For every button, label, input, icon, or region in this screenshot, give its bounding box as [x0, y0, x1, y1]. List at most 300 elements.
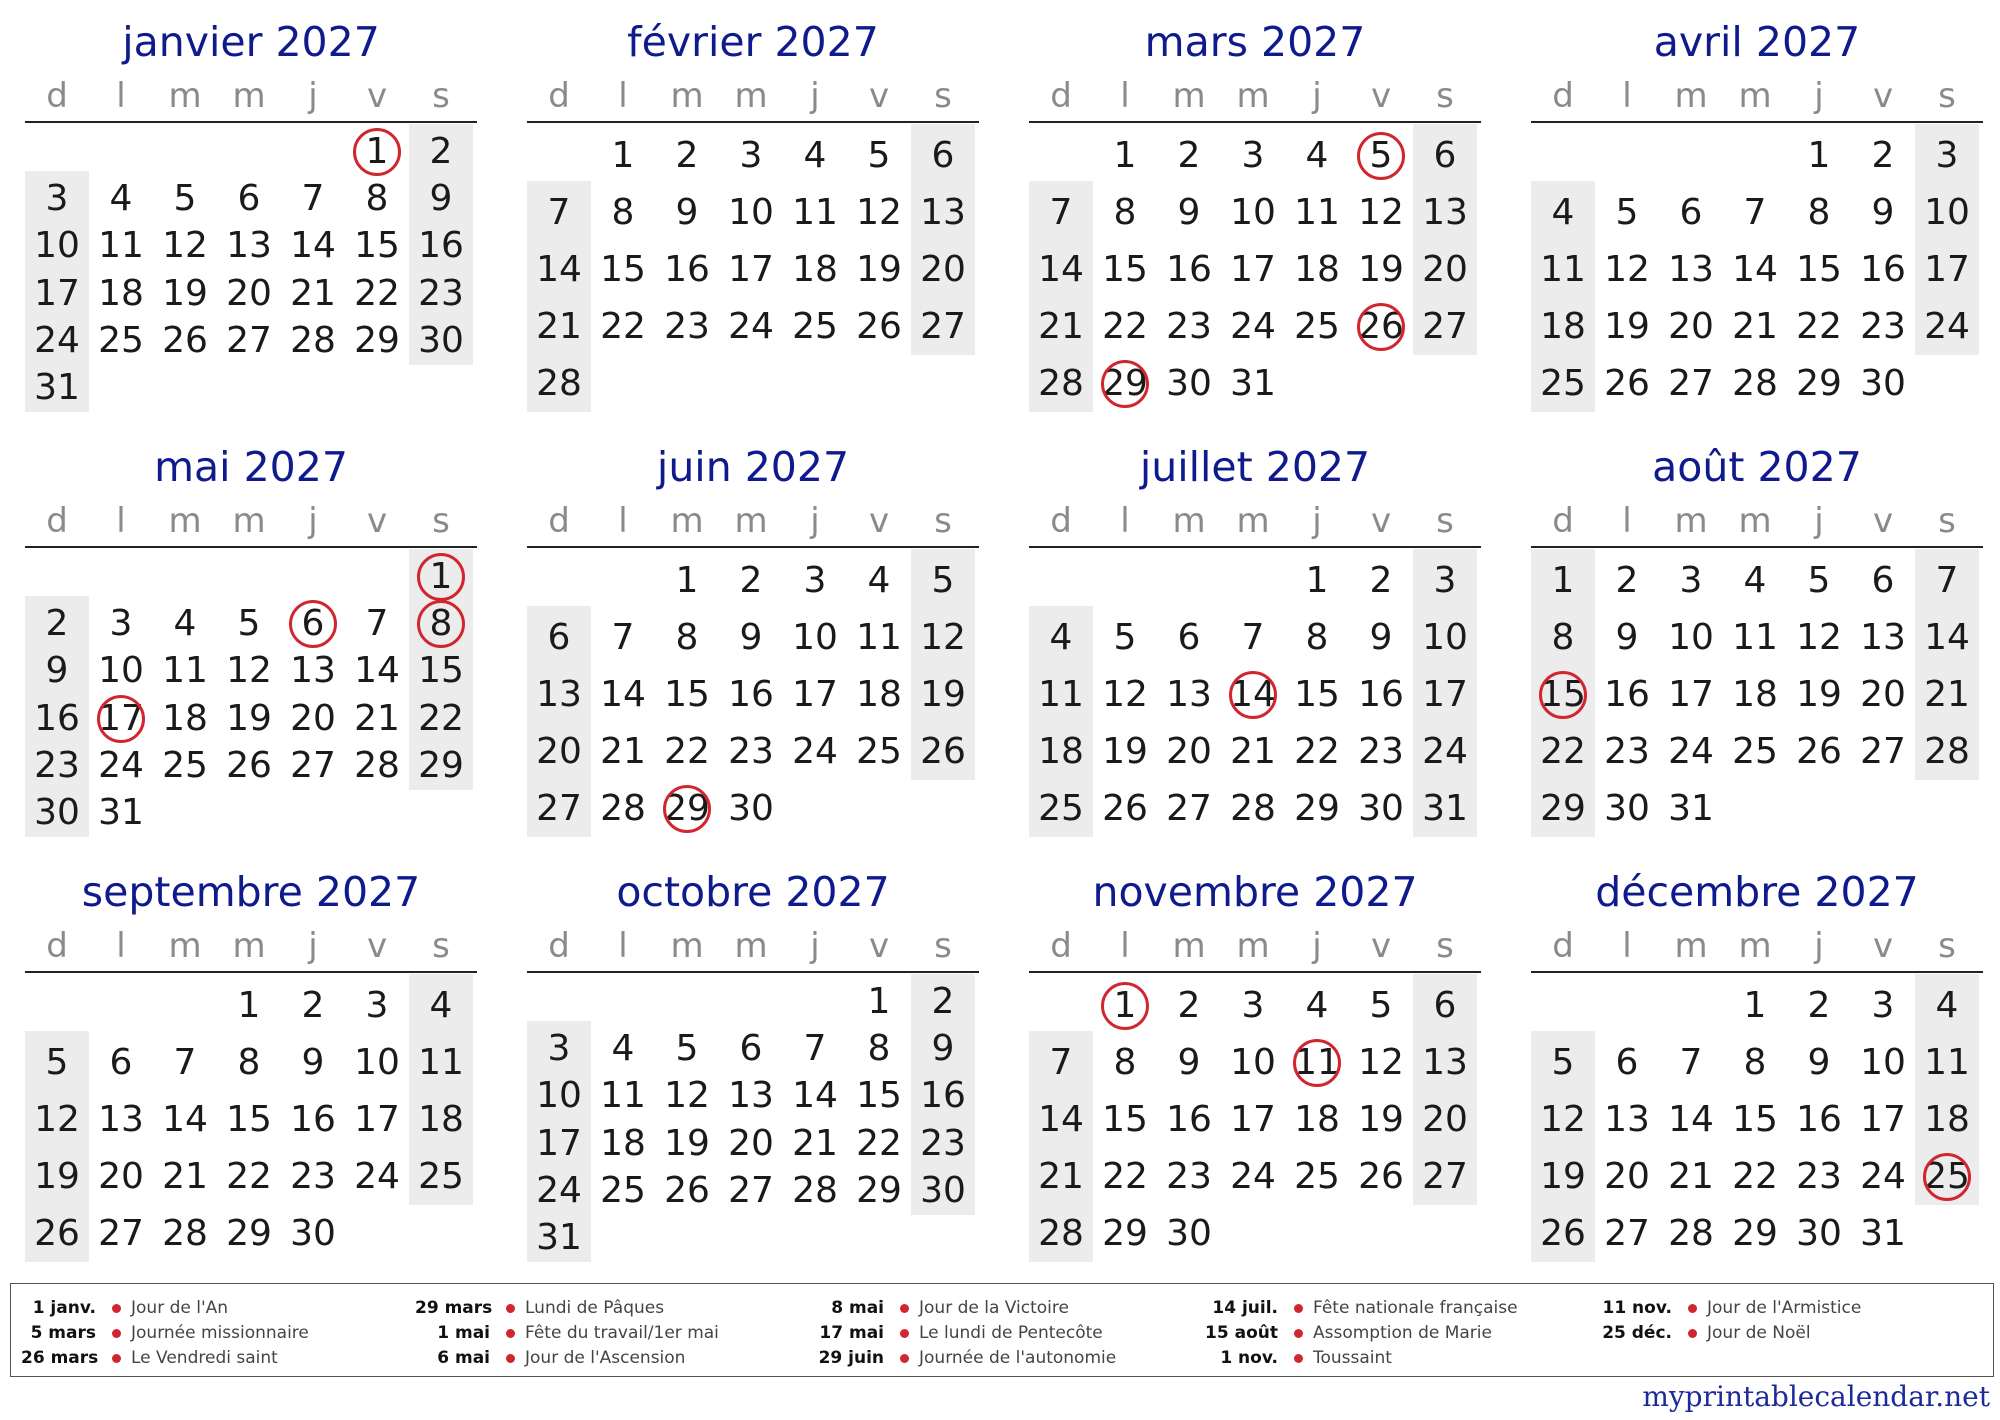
day-cell[interactable]: 5 [867, 135, 891, 177]
day-cell[interactable]: 15 [418, 650, 464, 692]
day-cell[interactable]: 23 [920, 1122, 966, 1164]
day-cell[interactable]: 12 [162, 225, 208, 267]
day-cell[interactable]: 31 [1230, 362, 1276, 404]
day-cell[interactable]: 6 [1177, 617, 1201, 659]
day-cell[interactable]: 12 [920, 617, 966, 659]
day-cell[interactable]: 8 [1743, 1042, 1767, 1084]
day-cell[interactable]: 13 [1422, 192, 1468, 234]
day-cell[interactable]: 21 [792, 1122, 838, 1164]
day-cell[interactable]: 13 [226, 225, 272, 267]
day-cell[interactable]: 21 [1038, 305, 1084, 347]
day-cell[interactable]: 16 [728, 674, 774, 715]
day-cell[interactable]: 21 [1230, 730, 1276, 772]
day-cell[interactable]: 13 [1166, 674, 1212, 715]
day-cell[interactable]: 27 [1604, 1212, 1650, 1254]
day-cell[interactable]: 25 [1540, 362, 1586, 404]
day-cell[interactable]: 16 [34, 697, 80, 739]
day-cell[interactable]: 1 [1743, 985, 1767, 1027]
day-cell[interactable]: 30 [1796, 1212, 1842, 1254]
day-cell[interactable]: 21 [1038, 1155, 1084, 1197]
day-cell[interactable]: 27 [1668, 362, 1714, 404]
day-cell[interactable]: 7 [365, 603, 389, 644]
day-cell[interactable]: 16 [920, 1075, 966, 1117]
day-cell[interactable]: 9 [1807, 1042, 1831, 1084]
day-cell[interactable]: 14 [1038, 249, 1084, 290]
day-cell[interactable]: 18 [1732, 674, 1778, 715]
day-cell[interactable]: 19 [1358, 249, 1404, 290]
day-cell[interactable]: 6 [739, 1028, 763, 1069]
day-cell[interactable]: 6 [1433, 135, 1457, 177]
day-cell[interactable]: 16 [1860, 249, 1906, 290]
day-cell[interactable]: 2 [45, 603, 69, 644]
day-cell[interactable]: 26 [856, 305, 902, 347]
day-cell[interactable]: 8 [1305, 617, 1329, 659]
day-cell[interactable]: 24 [792, 730, 838, 772]
day-cell[interactable]: 26 [1796, 730, 1842, 772]
day-cell[interactable]: 4 [1935, 985, 1959, 1027]
day-cell[interactable]: 3 [1241, 985, 1265, 1027]
day-cell[interactable]: 1 [1113, 135, 1137, 177]
day-cell[interactable]: 7 [173, 1042, 197, 1084]
day-cell[interactable]: 24 [1230, 305, 1276, 347]
day-cell[interactable]: 23 [1796, 1155, 1842, 1197]
day-cell[interactable]: 30 [1358, 787, 1404, 829]
day-cell[interactable]: 13 [728, 1075, 774, 1117]
day-cell[interactable]: 9 [675, 192, 699, 234]
day-cell[interactable]: 24 [1860, 1155, 1906, 1197]
day-cell[interactable]: 3 [109, 603, 133, 644]
day-cell[interactable]: 20 [1422, 249, 1468, 290]
day-cell[interactable]: 2 [675, 135, 699, 177]
day-cell[interactable]: 8 [867, 1028, 891, 1069]
day-cell[interactable]: 22 [1540, 730, 1586, 772]
day-cell[interactable]: 15 [1102, 249, 1148, 290]
day-cell[interactable]: 4 [173, 603, 197, 644]
day-cell[interactable]: 13 [1422, 1042, 1468, 1084]
day-cell[interactable]: 16 [1604, 674, 1650, 715]
day-cell[interactable]: 19 [1604, 305, 1650, 347]
day-cell[interactable]: 11 [1732, 617, 1778, 659]
day-cell[interactable]: 21 [600, 730, 646, 772]
day-cell[interactable]: 7 [1679, 1042, 1703, 1084]
day-cell[interactable]: 5 [173, 178, 197, 219]
day-cell[interactable]: 10 [1668, 617, 1714, 659]
day-cell[interactable]: 25 [1038, 787, 1084, 829]
day-cell[interactable]: 30 [290, 1212, 336, 1254]
day-cell[interactable]: 7 [1049, 1042, 1073, 1084]
day-cell[interactable]: 16 [664, 249, 710, 290]
day-cell[interactable]: 26 [920, 730, 966, 772]
day-cell[interactable]: 15 [1732, 1099, 1778, 1140]
day-cell[interactable]: 12 [664, 1075, 710, 1117]
day-cell[interactable]: 8 [1113, 1042, 1137, 1084]
day-cell[interactable]: 10 [1230, 1042, 1276, 1084]
day-cell[interactable]: 4 [1305, 985, 1329, 1027]
day-cell[interactable]: 25 [1924, 1155, 1970, 1197]
day-cell[interactable]: 19 [920, 674, 966, 715]
day-cell[interactable]: 10 [728, 192, 774, 234]
day-cell[interactable]: 29 [664, 787, 710, 829]
day-cell[interactable]: 4 [611, 1028, 635, 1069]
day-cell[interactable]: 30 [1860, 362, 1906, 404]
day-cell[interactable]: 29 [1102, 362, 1148, 404]
day-cell[interactable]: 19 [664, 1122, 710, 1164]
day-cell[interactable]: 30 [418, 320, 464, 361]
day-cell[interactable]: 17 [34, 272, 80, 314]
day-cell[interactable]: 4 [1551, 192, 1575, 234]
day-cell[interactable]: 30 [920, 1170, 966, 1211]
day-cell[interactable]: 28 [1038, 1212, 1084, 1254]
day-cell[interactable]: 22 [418, 697, 464, 739]
day-cell[interactable]: 28 [1732, 362, 1778, 404]
day-cell[interactable]: 28 [290, 320, 336, 361]
day-cell[interactable]: 27 [728, 1170, 774, 1211]
day-cell[interactable]: 19 [162, 272, 208, 314]
day-cell[interactable]: 27 [1860, 730, 1906, 772]
day-cell[interactable]: 5 [237, 603, 261, 644]
day-cell[interactable]: 25 [1732, 730, 1778, 772]
day-cell[interactable]: 8 [237, 1042, 261, 1084]
day-cell[interactable]: 23 [728, 730, 774, 772]
day-cell[interactable]: 28 [354, 745, 400, 786]
day-cell[interactable]: 15 [856, 1075, 902, 1117]
day-cell[interactable]: 6 [547, 617, 571, 659]
day-cell[interactable]: 18 [1924, 1099, 1970, 1140]
day-cell[interactable]: 10 [1422, 617, 1468, 659]
day-cell[interactable]: 23 [1358, 730, 1404, 772]
day-cell[interactable]: 23 [664, 305, 710, 347]
day-cell[interactable]: 28 [792, 1170, 838, 1211]
day-cell[interactable]: 17 [98, 697, 144, 739]
day-cell[interactable]: 29 [1796, 362, 1842, 404]
day-cell[interactable]: 14 [792, 1075, 838, 1117]
day-cell[interactable]: 16 [418, 225, 464, 267]
day-cell[interactable]: 29 [418, 745, 464, 786]
day-cell[interactable]: 3 [1241, 135, 1265, 177]
day-cell[interactable]: 8 [1113, 192, 1137, 234]
day-cell[interactable]: 16 [1166, 249, 1212, 290]
day-cell[interactable]: 27 [226, 320, 272, 361]
day-cell[interactable]: 28 [1668, 1212, 1714, 1254]
day-cell[interactable]: 11 [792, 192, 838, 234]
day-cell[interactable]: 11 [98, 225, 144, 267]
day-cell[interactable]: 21 [1732, 305, 1778, 347]
day-cell[interactable]: 22 [1102, 1155, 1148, 1197]
day-cell[interactable]: 22 [354, 272, 400, 314]
day-cell[interactable]: 31 [1668, 787, 1714, 829]
day-cell[interactable]: 1 [429, 555, 453, 597]
day-cell[interactable]: 28 [162, 1212, 208, 1254]
day-cell[interactable]: 14 [162, 1099, 208, 1140]
day-cell[interactable]: 18 [1294, 249, 1340, 290]
day-cell[interactable]: 19 [1796, 674, 1842, 715]
day-cell[interactable]: 23 [1166, 1155, 1212, 1197]
day-cell[interactable]: 27 [1422, 1155, 1468, 1197]
day-cell[interactable]: 27 [1422, 305, 1468, 347]
day-cell[interactable]: 17 [1924, 249, 1970, 290]
day-cell[interactable]: 21 [1924, 674, 1970, 715]
day-cell[interactable]: 1 [1551, 560, 1575, 602]
day-cell[interactable]: 7 [1935, 560, 1959, 602]
day-cell[interactable]: 24 [536, 1170, 582, 1211]
day-cell[interactable]: 4 [1305, 135, 1329, 177]
day-cell[interactable]: 25 [162, 745, 208, 786]
day-cell[interactable]: 20 [226, 272, 272, 314]
day-cell[interactable]: 21 [536, 305, 582, 347]
day-cell[interactable]: 30 [1604, 787, 1650, 829]
day-cell[interactable]: 15 [1294, 674, 1340, 715]
day-cell[interactable]: 24 [34, 320, 80, 361]
day-cell[interactable]: 29 [1732, 1212, 1778, 1254]
day-cell[interactable]: 12 [1604, 249, 1650, 290]
day-cell[interactable]: 27 [290, 745, 336, 786]
day-cell[interactable]: 12 [856, 192, 902, 234]
day-cell[interactable]: 7 [547, 192, 571, 234]
day-cell[interactable]: 2 [931, 980, 955, 1022]
day-cell[interactable]: 20 [1860, 674, 1906, 715]
day-cell[interactable]: 23 [418, 272, 464, 314]
day-cell[interactable]: 24 [1668, 730, 1714, 772]
day-cell[interactable]: 28 [536, 362, 582, 404]
day-cell[interactable]: 16 [290, 1099, 336, 1140]
day-cell[interactable]: 2 [1615, 560, 1639, 602]
day-cell[interactable]: 18 [1294, 1099, 1340, 1140]
day-cell[interactable]: 26 [664, 1170, 710, 1211]
day-cell[interactable]: 1 [1113, 985, 1137, 1027]
day-cell[interactable]: 22 [1294, 730, 1340, 772]
day-cell[interactable]: 24 [98, 745, 144, 786]
day-cell[interactable]: 9 [1177, 192, 1201, 234]
day-cell[interactable]: 1 [611, 135, 635, 177]
day-cell[interactable]: 14 [290, 225, 336, 267]
day-cell[interactable]: 27 [536, 787, 582, 829]
day-cell[interactable]: 1 [867, 980, 891, 1022]
day-cell[interactable]: 30 [728, 787, 774, 829]
day-cell[interactable]: 11 [1294, 192, 1340, 234]
day-cell[interactable]: 20 [98, 1155, 144, 1197]
day-cell[interactable]: 2 [1871, 135, 1895, 177]
day-cell[interactable]: 13 [98, 1099, 144, 1140]
day-cell[interactable]: 5 [45, 1042, 69, 1084]
day-cell[interactable]: 25 [418, 1155, 464, 1197]
day-cell[interactable]: 1 [675, 560, 699, 602]
day-cell[interactable]: 23 [1166, 305, 1212, 347]
day-cell[interactable]: 13 [1860, 617, 1906, 659]
day-cell[interactable]: 2 [429, 130, 453, 172]
day-cell[interactable]: 20 [536, 730, 582, 772]
day-cell[interactable]: 23 [290, 1155, 336, 1197]
day-cell[interactable]: 9 [1615, 617, 1639, 659]
day-cell[interactable]: 13 [536, 674, 582, 715]
day-cell[interactable]: 13 [920, 192, 966, 234]
day-cell[interactable]: 9 [931, 1028, 955, 1069]
day-cell[interactable]: 5 [1807, 560, 1831, 602]
day-cell[interactable]: 11 [162, 650, 208, 692]
day-cell[interactable]: 22 [664, 730, 710, 772]
day-cell[interactable]: 7 [1049, 192, 1073, 234]
day-cell[interactable]: 6 [1433, 985, 1457, 1027]
day-cell[interactable]: 19 [34, 1155, 80, 1197]
day-cell[interactable]: 19 [1540, 1155, 1586, 1197]
day-cell[interactable]: 28 [1924, 730, 1970, 772]
day-cell[interactable]: 3 [547, 1028, 571, 1069]
day-cell[interactable]: 6 [109, 1042, 133, 1084]
day-cell[interactable]: 9 [1177, 1042, 1201, 1084]
day-cell[interactable]: 14 [536, 249, 582, 290]
day-cell[interactable]: 20 [1604, 1155, 1650, 1197]
day-cell[interactable]: 26 [162, 320, 208, 361]
day-cell[interactable]: 4 [803, 135, 827, 177]
day-cell[interactable]: 15 [226, 1099, 272, 1140]
day-cell[interactable]: 28 [600, 787, 646, 829]
day-cell[interactable]: 20 [920, 249, 966, 290]
day-cell[interactable]: 8 [675, 617, 699, 659]
day-cell[interactable]: 10 [1924, 192, 1970, 234]
day-cell[interactable]: 30 [34, 792, 80, 834]
day-cell[interactable]: 14 [1668, 1099, 1714, 1140]
day-cell[interactable]: 7 [803, 1028, 827, 1069]
day-cell[interactable]: 1 [365, 130, 389, 172]
day-cell[interactable]: 9 [301, 1042, 325, 1084]
day-cell[interactable]: 21 [1668, 1155, 1714, 1197]
day-cell[interactable]: 6 [301, 603, 325, 644]
day-cell[interactable]: 18 [792, 249, 838, 290]
day-cell[interactable]: 26 [1540, 1212, 1586, 1254]
day-cell[interactable]: 26 [34, 1212, 80, 1254]
day-cell[interactable]: 11 [1924, 1042, 1970, 1084]
day-cell[interactable]: 16 [1166, 1099, 1212, 1140]
day-cell[interactable]: 11 [600, 1075, 646, 1117]
day-cell[interactable]: 24 [1230, 1155, 1276, 1197]
day-cell[interactable]: 8 [429, 603, 453, 644]
day-cell[interactable]: 12 [34, 1099, 80, 1140]
day-cell[interactable]: 6 [1615, 1042, 1639, 1084]
day-cell[interactable]: 29 [1540, 787, 1586, 829]
day-cell[interactable]: 12 [1358, 1042, 1404, 1084]
day-cell[interactable]: 8 [365, 178, 389, 219]
day-cell[interactable]: 14 [354, 650, 400, 692]
day-cell[interactable]: 18 [98, 272, 144, 314]
day-cell[interactable]: 19 [1358, 1099, 1404, 1140]
day-cell[interactable]: 17 [1668, 674, 1714, 715]
day-cell[interactable]: 5 [931, 560, 955, 602]
day-cell[interactable]: 21 [354, 697, 400, 739]
day-cell[interactable]: 20 [1166, 730, 1212, 772]
day-cell[interactable]: 14 [1732, 249, 1778, 290]
day-cell[interactable]: 17 [1230, 249, 1276, 290]
day-cell[interactable]: 12 [1796, 617, 1842, 659]
day-cell[interactable]: 10 [536, 1075, 582, 1117]
day-cell[interactable]: 20 [1668, 305, 1714, 347]
day-cell[interactable]: 25 [792, 305, 838, 347]
day-cell[interactable]: 10 [34, 225, 80, 267]
day-cell[interactable]: 31 [98, 792, 144, 834]
day-cell[interactable]: 20 [290, 697, 336, 739]
day-cell[interactable]: 24 [1422, 730, 1468, 772]
day-cell[interactable]: 2 [739, 560, 763, 602]
day-cell[interactable]: 29 [226, 1212, 272, 1254]
day-cell[interactable]: 10 [1860, 1042, 1906, 1084]
day-cell[interactable]: 13 [1604, 1099, 1650, 1140]
day-cell[interactable]: 5 [1615, 192, 1639, 234]
day-cell[interactable]: 16 [1358, 674, 1404, 715]
day-cell[interactable]: 25 [1294, 305, 1340, 347]
day-cell[interactable]: 9 [1871, 192, 1895, 234]
day-cell[interactable]: 10 [792, 617, 838, 659]
day-cell[interactable]: 10 [98, 650, 144, 692]
day-cell[interactable]: 30 [1166, 1212, 1212, 1254]
day-cell[interactable]: 15 [1540, 674, 1586, 715]
day-cell[interactable]: 15 [1796, 249, 1842, 290]
day-cell[interactable]: 3 [803, 560, 827, 602]
day-cell[interactable]: 15 [664, 674, 710, 715]
day-cell[interactable]: 17 [1230, 1099, 1276, 1140]
day-cell[interactable]: 15 [600, 249, 646, 290]
day-cell[interactable]: 3 [1679, 560, 1703, 602]
day-cell[interactable]: 25 [856, 730, 902, 772]
day-cell[interactable]: 3 [365, 985, 389, 1027]
day-cell[interactable]: 17 [536, 1122, 582, 1164]
day-cell[interactable]: 21 [162, 1155, 208, 1197]
day-cell[interactable]: 5 [1369, 135, 1393, 177]
day-cell[interactable]: 4 [429, 985, 453, 1027]
day-cell[interactable]: 18 [856, 674, 902, 715]
day-cell[interactable]: 18 [600, 1122, 646, 1164]
day-cell[interactable]: 26 [1102, 787, 1148, 829]
day-cell[interactable]: 12 [226, 650, 272, 692]
day-cell[interactable]: 22 [226, 1155, 272, 1197]
day-cell[interactable]: 20 [728, 1122, 774, 1164]
day-cell[interactable]: 22 [1732, 1155, 1778, 1197]
day-cell[interactable]: 7 [611, 617, 635, 659]
day-cell[interactable]: 31 [1422, 787, 1468, 829]
day-cell[interactable]: 17 [1860, 1099, 1906, 1140]
day-cell[interactable]: 26 [1604, 362, 1650, 404]
day-cell[interactable]: 12 [1540, 1099, 1586, 1140]
day-cell[interactable]: 14 [1924, 617, 1970, 659]
day-cell[interactable]: 3 [45, 178, 69, 219]
day-cell[interactable]: 2 [1807, 985, 1831, 1027]
day-cell[interactable]: 28 [1038, 362, 1084, 404]
day-cell[interactable]: 11 [1294, 1042, 1340, 1084]
day-cell[interactable]: 22 [1796, 305, 1842, 347]
day-cell[interactable]: 25 [600, 1170, 646, 1211]
day-cell[interactable]: 14 [600, 674, 646, 715]
day-cell[interactable]: 21 [290, 272, 336, 314]
day-cell[interactable]: 4 [109, 178, 133, 219]
day-cell[interactable]: 23 [1604, 730, 1650, 772]
day-cell[interactable]: 1 [1305, 560, 1329, 602]
day-cell[interactable]: 9 [739, 617, 763, 659]
day-cell[interactable]: 4 [1743, 560, 1767, 602]
day-cell[interactable]: 26 [1358, 305, 1404, 347]
day-cell[interactable]: 5 [1369, 985, 1393, 1027]
day-cell[interactable]: 31 [536, 1217, 582, 1259]
day-cell[interactable]: 19 [1102, 730, 1148, 772]
day-cell[interactable]: 29 [1102, 1212, 1148, 1254]
day-cell[interactable]: 23 [34, 745, 80, 786]
day-cell[interactable]: 6 [1679, 192, 1703, 234]
day-cell[interactable]: 6 [1871, 560, 1895, 602]
day-cell[interactable]: 9 [429, 178, 453, 219]
day-cell[interactable]: 6 [931, 135, 955, 177]
day-cell[interactable]: 2 [1177, 135, 1201, 177]
site-watermark[interactable]: myprintablecalendar.net [1642, 1380, 1990, 1413]
day-cell[interactable]: 22 [1102, 305, 1148, 347]
day-cell[interactable]: 3 [739, 135, 763, 177]
day-cell[interactable]: 20 [1422, 1099, 1468, 1140]
day-cell[interactable]: 18 [418, 1099, 464, 1140]
